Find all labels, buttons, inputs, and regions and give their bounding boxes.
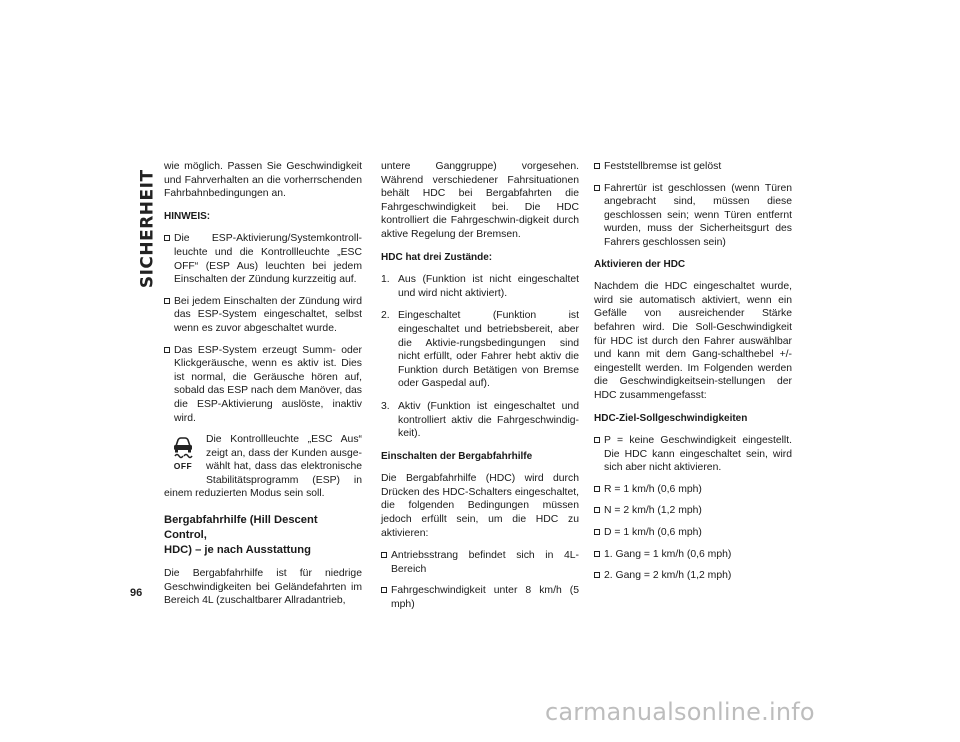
state-text: Aktiv (Funktion ist eingeschaltet und kontrolliert aktiv die Fahrgeschwindig-keit). bbox=[398, 400, 579, 440]
page-number: 96 bbox=[130, 587, 143, 599]
condition-bullet bbox=[594, 182, 792, 250]
target-text: P = keine Geschwindigkeit eingestellt. Die HDC kann eingeschaltet sein, wird sich aber nicht aktivieren. bbox=[604, 435, 792, 474]
states-heading: HDC hat drei Zustände: bbox=[381, 251, 493, 263]
watermark: carmanualsonline.info bbox=[545, 698, 815, 726]
hdc-heading-line1: Bergabfahrhilfe (Hill Descent Control, bbox=[164, 514, 318, 542]
checkbox-bullet-icon bbox=[381, 587, 387, 593]
target-text: D = 1 km/h (0,6 mph) bbox=[604, 527, 702, 539]
state-number: 3. bbox=[381, 400, 390, 412]
activate-heading: Aktivieren der HDC bbox=[594, 258, 686, 270]
target-text: R = 1 km/h (0,6 mph) bbox=[604, 483, 702, 495]
note-bullet bbox=[164, 232, 362, 286]
target-bullet bbox=[594, 569, 792, 583]
condition-bullet bbox=[381, 549, 579, 576]
target-bullet bbox=[594, 548, 792, 562]
esc-off-text: Die Kontrollleuchte „ESC Aus“ zeigt an, dass der Kunden ausge-wählt hat, dass das elektronische Stabilitätsprogramm (ESP) in einem reduzierten Modus sein soll. bbox=[164, 434, 362, 500]
note-bullet-text: Bei jedem Einschalten der Zündung wird das ESP-System eingeschaltet, selbst wenn es zuvor abgeschaltet wurde. bbox=[174, 295, 362, 334]
checkbox-bullet-icon bbox=[594, 572, 600, 578]
condition-bullet bbox=[594, 160, 792, 174]
hinweis-heading: HINWEIS: bbox=[164, 210, 211, 222]
checkbox-bullet-icon bbox=[594, 529, 600, 535]
checkbox-bullet-icon bbox=[594, 163, 600, 169]
note-bullet bbox=[164, 295, 362, 336]
note-bullet-text: Die ESP-Aktivierung/Systemkontroll-leuchte und die Kontrollleuchte „ESC OFF“ (ESP Aus) leuchten bei jedem Einschalten der Zündung kurzzeitig auf. bbox=[174, 233, 362, 286]
section-title-text: SICHERHEIT bbox=[137, 169, 158, 289]
enable-heading: Einschalten der Bergabfahrhilfe bbox=[381, 450, 533, 462]
state-text: Eingeschaltet (Funktion ist eingeschaltet und betriebsbereit, aber die Aktivie-rungsbedingungen sind nicht erfüllt, oder Fahrer hebt aktiv die Funktion durch Betätigen von Bremse oder Gaspedal auf). bbox=[398, 310, 579, 390]
target-heading: HDC-Ziel-Sollgeschwindigkeiten bbox=[594, 412, 748, 424]
target-bullet bbox=[594, 434, 792, 475]
activate-paragraph: Nachdem die HDC eingeschaltet wurde, wird sie automatisch aktiviert, wenn ein Gefälle von ausreichender Stärke befahren wird. Die Soll-Geschwindigkeit für HDC ist durch den Fahrer auswählbar und kann mit dem Gang-schalthebel +/- eingestellt werden. Im Folgenden werden die Geschwindigkeitsein-stellungen der HDC zusammengefasst: bbox=[594, 281, 792, 401]
state-item bbox=[381, 400, 579, 441]
checkbox-bullet-icon bbox=[381, 552, 387, 558]
condition-text: Fahrertür ist geschlossen (wenn Türen angebracht sind, müssen diese geschlossen sein; wenn Türen entfernt wurden, muss der Sicherheitsgurt des Fahrers geschlossen sein) bbox=[604, 182, 792, 248]
checkbox-bullet-icon bbox=[594, 507, 600, 513]
column-2 bbox=[381, 160, 579, 620]
condition-text: Feststellbremse ist gelöst bbox=[604, 161, 722, 172]
esc-off-label: OFF bbox=[173, 461, 193, 472]
condition-bullet bbox=[381, 584, 579, 611]
skidding-car-icon bbox=[170, 435, 196, 459]
esc-off-icon bbox=[164, 435, 202, 487]
checkbox-bullet-icon bbox=[594, 486, 600, 492]
note-bullet bbox=[164, 344, 362, 426]
target-text: 1. Gang = 1 km/h (0,6 mph) bbox=[604, 548, 732, 560]
target-text: N = 2 km/h (1,2 mph) bbox=[604, 505, 702, 517]
target-text: 2. Gang = 2 km/h (1,2 mph) bbox=[604, 570, 732, 582]
checkbox-bullet-icon bbox=[594, 185, 600, 191]
condition-text: Fahrgeschwindigkeit unter 8 km/h (5 mph) bbox=[391, 585, 579, 611]
checkbox-bullet-icon bbox=[164, 235, 170, 241]
state-text: Aus (Funktion ist nicht eingeschaltet und wird nicht aktiviert). bbox=[398, 274, 579, 299]
state-item bbox=[381, 309, 579, 391]
target-bullet bbox=[594, 504, 792, 518]
checkbox-bullet-icon bbox=[594, 437, 600, 443]
checkbox-bullet-icon bbox=[164, 298, 170, 304]
intro-paragraph: wie möglich. Passen Sie Geschwindigkeit und Fahrverhalten an die vorherrschenden Fahrbahnbedingungen an. bbox=[164, 161, 362, 200]
hdc-heading-line2: HDC) – je nach Ausstattung bbox=[164, 544, 311, 557]
condition-text: Antriebsstrang befindet sich in 4L-Bereich bbox=[391, 550, 579, 575]
checkbox-bullet-icon bbox=[594, 551, 600, 557]
hdc-intro-paragraph: Die Bergabfahrhilfe ist für niedrige Geschwindigkeiten bei Geländefahrten im Bereich 4L (zuschaltbarer Allradantrieb, bbox=[164, 568, 362, 607]
enable-paragraph: Die Bergabfahrhilfe (HDC) wird durch Drücken des HDC-Schalters eingeschaltet, die folgenden Bedingungen müssen jedoch erfüllt sein, um die HDC zu aktivieren: bbox=[381, 473, 579, 539]
checkbox-bullet-icon bbox=[164, 347, 170, 353]
target-bullet bbox=[594, 526, 792, 540]
column-1 bbox=[164, 160, 362, 617]
esc-off-paragraph bbox=[164, 433, 362, 501]
section-title bbox=[136, 164, 160, 294]
hdc-cont-paragraph: untere Ganggruppe) vorgesehen. Während verschiedener Fahrsituationen behält HDC bei Bergabfahrten die Fahrgeschwindigkeit bei. Die HDC kontrolliert die Fahrgeschwin-digkeit durch aktive Regelung der Bremsen. bbox=[381, 161, 579, 240]
hdc-heading bbox=[164, 513, 362, 558]
target-bullet bbox=[594, 483, 792, 497]
column-3 bbox=[594, 160, 792, 591]
note-bullet-text: Das ESP-System erzeugt Summ- oder Klickgeräusche, wenn es aktiv ist. Dies ist normal, die Geräusche hören auf, sobald das ESP nach dem Manöver, das die ESP-Aktivierung auslöste, inaktiv wird. bbox=[174, 344, 362, 424]
state-number: 1. bbox=[381, 274, 390, 286]
state-item bbox=[381, 273, 579, 300]
state-number: 2. bbox=[381, 310, 390, 322]
